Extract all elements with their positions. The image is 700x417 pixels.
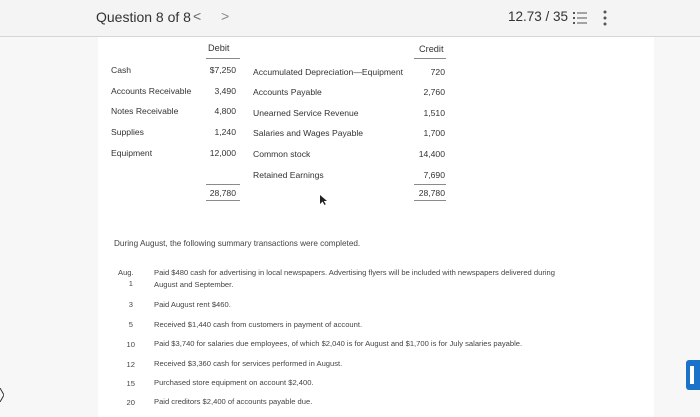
- transaction-text: Received $1,440 cash from customers in payment of account.: [154, 320, 363, 329]
- transaction-text: August and September.: [154, 280, 234, 289]
- credit-account: Common stock: [253, 149, 311, 159]
- credit-header-rule: [414, 58, 446, 59]
- transaction-text: Purchased store equipment on account $2,400.: [154, 378, 314, 387]
- credit-account: Accumulated Depreciation—Equipment: [253, 67, 403, 77]
- transaction-text: Paid $480 cash for advertising in local newspapers. Advertising flyers will be included with newspapers delivered during: [154, 268, 556, 277]
- credit-account: Accounts Payable: [253, 87, 322, 97]
- question-content: [0, 37, 700, 417]
- list-icon[interactable]: [573, 12, 587, 24]
- credit-amount: 1,700: [423, 128, 445, 138]
- debit-account: Supplies: [111, 127, 144, 137]
- credit-account: Retained Earnings: [253, 170, 324, 180]
- credit-account: Unearned Service Revenue: [253, 108, 359, 118]
- more-vertical-icon[interactable]: [603, 10, 607, 26]
- debit-total-rule: [206, 184, 240, 185]
- credit-total-rule: [414, 184, 446, 185]
- transaction-text: Paid $3,740 for salaries due employees, of which $2,040 is for August and $1,700 is for July salaries payable.: [154, 339, 523, 348]
- transaction-day: 12: [126, 360, 135, 369]
- credit-account: Salaries and Wages Payable: [253, 128, 364, 138]
- credit-amount: 7,690: [423, 170, 445, 180]
- left-edge-arrow-icon: [0, 388, 4, 402]
- transaction-day: 15: [126, 379, 135, 388]
- transaction-text: Received $3,360 cash for services performed in August.: [154, 359, 343, 368]
- credit-total-double-rule: [414, 200, 446, 201]
- credit-amount: 720: [430, 67, 445, 77]
- debit-account: Accounts Receivable: [111, 86, 192, 96]
- credit-total: 28,780: [418, 188, 445, 198]
- credit-header: Credit: [419, 44, 444, 54]
- question-counter: Question 8 of 8: [96, 9, 191, 25]
- debit-total: 28,780: [209, 188, 236, 198]
- debit-amount: $7,250: [209, 65, 236, 75]
- debit-total-double-rule: [206, 200, 240, 201]
- transaction-text: Paid creditors $2,400 of accounts payable due.: [154, 397, 313, 406]
- debit-header: Debit: [208, 43, 230, 53]
- score-display: 12.73 / 35: [508, 9, 569, 24]
- credit-amount: 1,510: [423, 108, 445, 118]
- transaction-day: 3: [128, 300, 133, 309]
- debit-amount: 12,000: [209, 148, 236, 158]
- debit-account: Notes Receivable: [111, 106, 179, 116]
- mouse-cursor-icon: [320, 195, 328, 205]
- debit-header-rule: [206, 58, 240, 59]
- question-header: [0, 0, 700, 37]
- debit-account: Cash: [111, 65, 132, 75]
- debit-amount: 1,240: [214, 127, 236, 137]
- debit-account: Equipment: [111, 148, 153, 158]
- transaction-day: 5: [128, 320, 133, 329]
- transaction-day: 10: [126, 340, 135, 349]
- credit-amount: 14,400: [418, 149, 445, 159]
- transaction-text: Paid August rent $460.: [154, 300, 231, 309]
- next-question-button[interactable]: >: [221, 8, 230, 24]
- credit-amount: 2,760: [423, 87, 445, 97]
- debit-amount: 4,800: [214, 106, 236, 116]
- transaction-day: 1: [128, 279, 133, 288]
- previous-question-button[interactable]: <: [193, 8, 202, 24]
- transaction-month: Aug.: [118, 268, 134, 277]
- debit-amount: 3,490: [214, 86, 236, 96]
- transactions-intro: During August, the following summary transactions were completed.: [114, 239, 361, 248]
- side-panel-tab[interactable]: [686, 360, 700, 390]
- transaction-day: 20: [126, 398, 135, 407]
